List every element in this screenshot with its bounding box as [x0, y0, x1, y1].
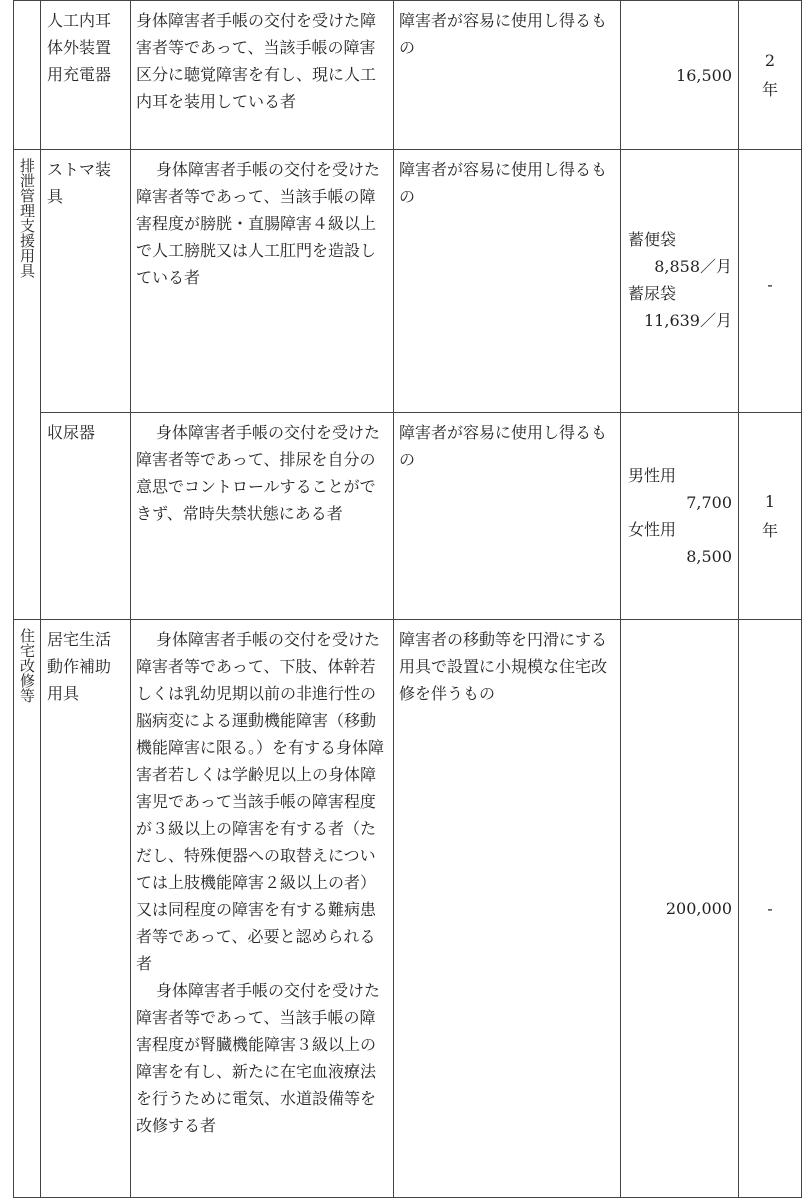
table-row	[14, 413, 802, 620]
amount-label: 男性用	[628, 466, 677, 485]
criteria-cell	[394, 413, 621, 620]
amount-label: 女性用	[628, 520, 677, 539]
duration-value: -	[767, 275, 773, 294]
eligibility-cell	[131, 150, 394, 413]
eligibility-text: 身体障害者手帳の交付を受けた障害者等であって、当該手帳の障害程度が膀胱・直腸障害４級以上で人工膀胱又は人工肛門を造設している者	[136, 160, 381, 287]
amount-value: 8,858／月	[654, 257, 732, 276]
criteria-cell	[394, 150, 621, 413]
duration-cell	[739, 150, 802, 413]
item-name-cell	[41, 150, 131, 413]
amount-value: 8,500	[686, 547, 732, 566]
item-name: 居宅生活動作補助用具	[47, 630, 112, 703]
amount-cell	[621, 413, 739, 620]
category-label: 排泄管理支援用具	[18, 158, 36, 278]
eligibility-text: 身体障害者手帳の交付を受けた障害者等であって、下肢、体幹若しくは乳幼児期以前の非進行性の脳病変による運動機能障害（移動機能障害に限る。）を有する身体障害者若しくは学齢児以上の身体障害児であって当該手帳の障害程度が３級以上の障害を有する者（ただし、特殊便器への取替えについては上肢機能障害２級以上の者）又は同程度の障害を有する難病患者等であって、必要と認められる者	[136, 630, 385, 973]
eligibility-cell	[131, 1, 394, 150]
item-name: 人工内耳体外装置用充電器	[47, 11, 112, 84]
duration-value: 1年	[762, 492, 779, 540]
category-cell-empty	[14, 1, 41, 150]
criteria-cell	[394, 620, 621, 1198]
criteria-text: 障害者の移動等を円滑にする用具で設置に小規模な住宅改修を伴うもの	[399, 630, 608, 703]
amount-value: 16,500	[676, 65, 732, 85]
amount-label: 蓄便袋	[628, 230, 677, 249]
table-row	[14, 1, 802, 150]
amount-cell	[621, 620, 739, 1198]
item-name-cell	[41, 413, 131, 620]
eligibility-cell	[131, 413, 394, 620]
criteria-cell	[394, 1, 621, 150]
amount-label: 蓄尿袋	[628, 284, 677, 303]
item-name-cell	[41, 620, 131, 1198]
duration-value: -	[767, 899, 773, 918]
duration-value: 2年	[762, 51, 779, 99]
amount-cell	[621, 1, 739, 150]
category-cell	[14, 150, 41, 620]
eligibility-text: 身体障害者手帳の交付を受けた障害者等であって、当該手帳の障害区分に聴覚障害を有し、現に人工内耳を装用している者	[136, 11, 377, 111]
criteria-text: 障害者が容易に使用し得るもの	[399, 160, 608, 206]
item-name-cell	[41, 1, 131, 150]
eligibility-text: 身体障害者手帳の交付を受けた障害者等であって、当該手帳の障害程度が腎臓機能障害３級以上の障害を有し、新たに在宅血液療法を行うために電気、水道設備等を改修する者	[136, 981, 381, 1135]
amount-value: 200,000	[665, 899, 732, 918]
subsidy-table	[13, 0, 802, 1198]
eligibility-cell	[131, 620, 394, 1198]
eligibility-text: 身体障害者手帳の交付を受けた障害者等であって、排尿を自分の意思でコントロールすることができず、常時失禁状態にある者	[136, 423, 381, 523]
category-cell	[14, 620, 41, 1198]
duration-cell	[739, 620, 802, 1198]
amount-cell	[621, 150, 739, 413]
table-row	[14, 620, 802, 1198]
item-name: ストマ装具	[47, 160, 112, 206]
duration-cell	[739, 413, 802, 620]
amount-value: 7,700	[686, 493, 732, 512]
criteria-text: 障害者が容易に使用し得るもの	[399, 11, 608, 57]
item-name: 収尿器	[47, 423, 96, 442]
category-label: 住宅改修等	[18, 628, 36, 703]
duration-cell	[739, 1, 802, 150]
criteria-text: 障害者が容易に使用し得るもの	[399, 423, 608, 469]
table-row	[14, 150, 802, 413]
amount-value: 11,639／月	[644, 311, 732, 330]
